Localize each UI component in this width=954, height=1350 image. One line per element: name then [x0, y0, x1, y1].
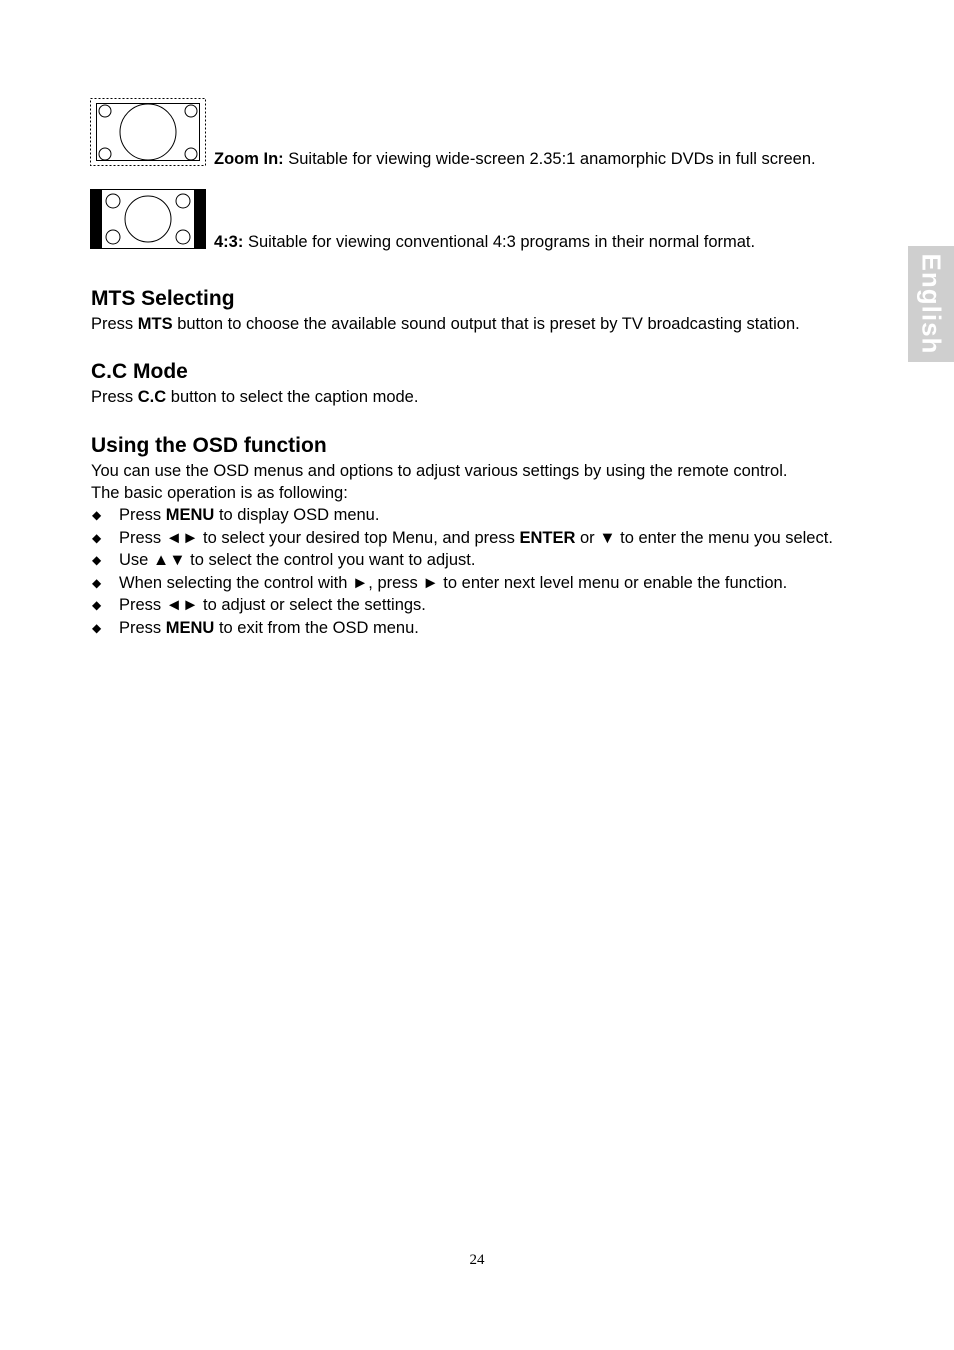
- aspect-mode-description: Suitable for viewing wide-screen 2.35:1 anamorphic DVDs in full screen.: [288, 150, 816, 168]
- section-title-mts: MTS Selecting: [91, 287, 235, 310]
- mts-paragraph: [91, 313, 800, 335]
- text: button to select the caption mode.: [166, 388, 419, 406]
- list-item: [91, 572, 859, 595]
- text: When selecting the control with ►, press ► to enter next level menu or enable the function.: [119, 573, 788, 592]
- list-item: [91, 594, 859, 617]
- zoom-in-aspect-icon: [90, 98, 206, 166]
- text: Use ▲▼ to select the control you want to adjust.: [119, 551, 476, 570]
- cc-paragraph: [91, 386, 418, 408]
- text: Press: [91, 315, 138, 333]
- text: Press ◄► to adjust or select the settings.: [119, 596, 426, 615]
- text: button to choose the available sound output that is preset by TV broadcasting station.: [172, 315, 800, 333]
- diamond-bullet-icon: ◆: [92, 620, 102, 635]
- diamond-bullet-icon: ◆: [92, 508, 102, 522]
- aspect-mode-four-three: [214, 231, 755, 253]
- key-name: MENU: [165, 618, 215, 637]
- diamond-bullet-icon: ◆: [92, 575, 102, 590]
- aspect-mode-label: 4:3:: [214, 233, 244, 251]
- language-tab-label: English: [916, 253, 947, 355]
- text: Press ◄► to select your desired top Menu, and press: [119, 528, 520, 547]
- text: Press: [119, 618, 166, 637]
- section-title-cc: C.C Mode: [91, 360, 188, 383]
- list-item: [91, 504, 859, 527]
- list-item: [91, 617, 859, 640]
- diamond-bullet-icon: ◆: [92, 553, 102, 568]
- language-side-tab: [908, 246, 954, 362]
- osd-bullet-list: [91, 504, 859, 640]
- list-item: [91, 527, 839, 550]
- osd-intro-line-1: You can use the OSD menus and options to adjust various settings by using the remote control.: [91, 462, 788, 480]
- key-name: MENU: [165, 506, 215, 524]
- section-title-osd: Using the OSD function: [91, 434, 327, 457]
- aspect-mode-description: Suitable for viewing conventional 4:3 programs in their normal format.: [247, 233, 756, 251]
- osd-intro-line-2: The basic operation is as following:: [91, 484, 348, 502]
- diamond-bullet-icon: ◆: [92, 530, 102, 545]
- diamond-bullet-icon: ◆: [92, 598, 102, 613]
- key-name: MTS: [137, 315, 173, 333]
- four-three-aspect-icon: [90, 189, 206, 249]
- list-item: [91, 549, 859, 572]
- text: to display OSD menu.: [214, 506, 380, 524]
- page-number: 24: [469, 1252, 485, 1268]
- text: or ▼ to enter the menu you select.: [575, 528, 833, 547]
- aspect-mode-label: Zoom In:: [214, 150, 284, 168]
- text: Press: [91, 388, 138, 406]
- key-name: ENTER: [519, 528, 576, 547]
- text: to exit from the OSD menu.: [214, 618, 419, 637]
- aspect-mode-zoom-in: [214, 148, 816, 170]
- text: Press: [119, 506, 166, 524]
- key-name: C.C: [137, 388, 167, 406]
